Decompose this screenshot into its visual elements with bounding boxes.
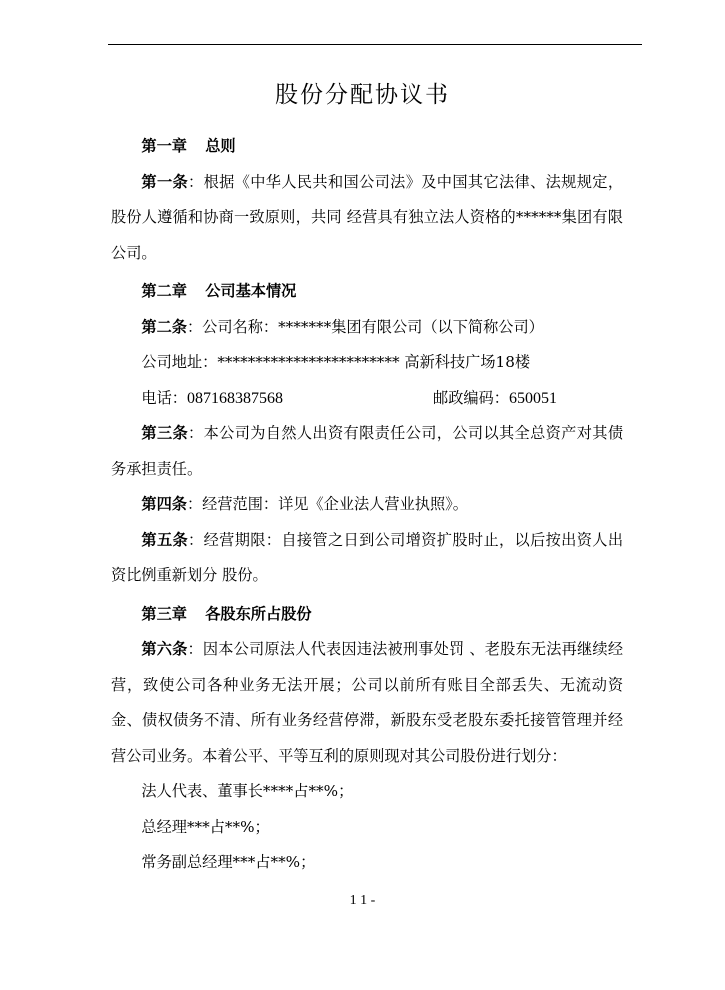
article-text: ：经营期限：自接管之日到公司增资扩股时止，以后按出资人出资比例重新划分 股份。	[111, 530, 624, 584]
article-label: 第二条	[141, 317, 187, 336]
article-3	[111, 416, 623, 487]
article-label: 第三条	[141, 424, 189, 442]
header-rule	[108, 44, 642, 45]
article-label: 第六条	[141, 640, 188, 658]
company-address	[111, 345, 623, 381]
document-title: 股份分配协议书	[275, 82, 450, 108]
page-number: 1 1 -	[349, 893, 376, 908]
article-5	[111, 523, 623, 594]
address-value: ************************ 高新科技广场18楼	[217, 353, 531, 371]
share-item: 总经理***占**%；	[141, 817, 270, 836]
article-text: ：因本公司原法人代表因违法被刑事处罚 、老股东无法再继续经营，致使公司各种业务无法开展；公司以前所有账目全部丢失、无流动资金、债权债务不清、所有业务经营停滞，新股东受老股东委托接管管理并经营公司业务。本着公平、平等互利的原则现对其公司股份进行划分：	[111, 640, 624, 765]
article-4	[111, 487, 623, 523]
article-text: ：经营范围：详见《企业法人营业执照》。	[186, 495, 468, 513]
phone-label: 电话：	[141, 388, 187, 407]
postal-value: 650051	[508, 389, 557, 407]
postal-code	[433, 381, 557, 417]
share-item: 常务副总经理***占**%；	[141, 853, 316, 871]
article-text: ：本公司为自然人出资有限责任公司，公司以其全总资产对其债务承担责任。	[111, 424, 624, 478]
article-text: ：公司名称：*******集团有限公司（以下简称公司）	[186, 317, 544, 336]
chapter-number: 第三章	[141, 604, 187, 623]
document-body	[111, 126, 623, 881]
article-label: 第一条	[141, 172, 189, 191]
chapter-3-heading	[111, 597, 623, 633]
phone-value: 08716838756​8	[186, 389, 283, 407]
chapter-name: 各股东所占股份	[205, 604, 312, 623]
chapter-1-heading	[111, 129, 623, 165]
chapter-name: 总则	[205, 137, 236, 155]
share-item: 法人代表、董事长****占**%；	[141, 782, 354, 800]
chapter-number: 第一章	[141, 137, 187, 155]
address-label: 公司地址：	[141, 353, 218, 371]
article-label: 第四条	[141, 495, 187, 513]
chapter-number: 第二章	[141, 282, 187, 300]
postal-label: 邮政编码：	[433, 388, 509, 407]
chapter-name: 公司基本情况	[205, 282, 297, 300]
article-6	[111, 632, 623, 774]
article-2	[111, 310, 623, 346]
article-label: 第五条	[141, 530, 189, 549]
contact-row	[111, 381, 623, 417]
article-text: ：根据《中华人民共和国公司法》及中国其它法律、法规规定，股份人遵循和协商一致原则，共同 经营具有独立法人资格的******集团有限公司。	[111, 172, 624, 262]
article-1	[111, 165, 623, 272]
chapter-2-heading	[111, 274, 623, 310]
